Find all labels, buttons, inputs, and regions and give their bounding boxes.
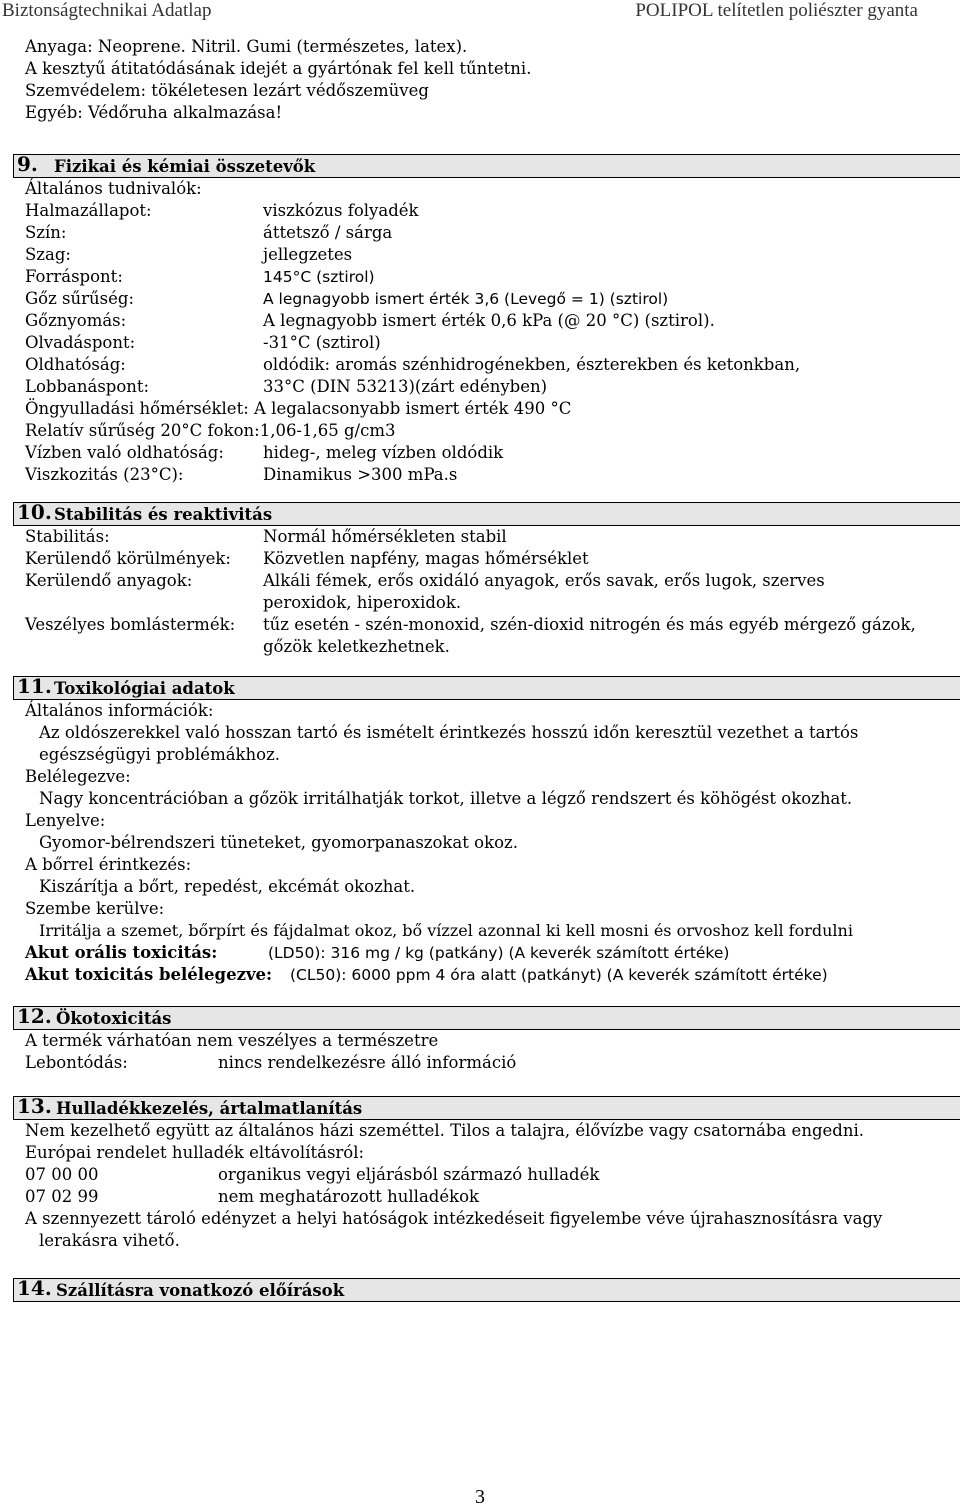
- stability-row: [25, 548, 950, 570]
- text-line: Szemvédelem: tökéletesen lezárt védőszemüveg: [25, 81, 429, 100]
- property-row: [25, 266, 950, 288]
- tox-heading: Belélegezve:: [25, 767, 131, 786]
- property-label: Gőznyomás:: [25, 311, 127, 330]
- property-label: Oldhatóság:: [25, 355, 126, 374]
- property-label: Forráspont:: [25, 267, 123, 286]
- page-header: [0, 0, 960, 24]
- protection-text: [25, 36, 950, 124]
- section-9-header: [13, 154, 960, 178]
- stability-label: Kerülendő körülmények:: [25, 549, 231, 568]
- property-value: -31°C (sztirol): [263, 333, 381, 352]
- section-12-header: [13, 1006, 960, 1030]
- property-row: [25, 376, 950, 398]
- tox-value: (LD50): 316 mg / kg (patkány) (A keverék számított értéke): [268, 944, 730, 962]
- property-label: Szín:: [25, 223, 67, 242]
- section-number: 14.: [17, 1276, 52, 1300]
- property-value: oldódik: aromás szénhidrogénekben, észterekben és ketonkban,: [263, 355, 801, 374]
- waste-text: Európai rendelet hulladék eltávolításról:: [25, 1143, 365, 1162]
- document-body: [17, 36, 950, 1302]
- subheading: Általános tudnivalók:: [25, 179, 202, 198]
- property-line: Relatív sűrűség 20°C fokon:1,06-1,65 g/cm3: [25, 421, 396, 440]
- section-title: Toxikológiai adatok: [54, 679, 235, 698]
- waste-text: Nem kezelhető együtt az általános házi szeméttel. Tilos a talajra, élővízbe vagy csatornába engedni.: [25, 1121, 864, 1140]
- property-value: hideg-, meleg vízben oldódik: [263, 443, 504, 462]
- stability-row: [25, 614, 950, 658]
- eco-row: [25, 1052, 950, 1074]
- page-number: 3: [475, 1486, 485, 1508]
- section-title: Hulladékkezelés, ártalmatlanítás: [56, 1099, 363, 1118]
- section-title: Stabilitás és reaktivitás: [54, 505, 273, 524]
- eco-text: A termék várhatóan nem veszélyes a természetre: [25, 1031, 439, 1050]
- waste-text: lerakásra vihető.: [39, 1231, 180, 1250]
- property-value: viszkózus folyadék: [263, 201, 419, 220]
- property-value: áttetsző / sárga: [263, 223, 393, 242]
- waste-description: nem meghatározott hulladékok: [218, 1187, 480, 1206]
- stability-value: Közvetlen napfény, magas hőmérséklet: [263, 549, 589, 568]
- property-value: 33°C (DIN 53213)(zárt edényben): [263, 377, 548, 396]
- property-row: [25, 464, 950, 486]
- section-number: 9.: [17, 152, 38, 176]
- header-right-title: POLIPOL telítetlen poliészter gyanta: [635, 0, 918, 21]
- waste-code: 07 02 99: [25, 1187, 99, 1206]
- tox-text: Nagy koncentrációban a gőzök irritálhatják torkot, illetve a légző rendszert és köhögést okozhat.: [39, 789, 853, 808]
- tox-text: Az oldószerekkel való hosszan tartó és ismételt érintkezés hosszú időn keresztül vezethet a tartós egészségügyi problémákhoz.: [39, 723, 859, 764]
- stability-label: Stabilitás:: [25, 527, 110, 546]
- property-label: Halmazállapot:: [25, 201, 152, 220]
- section-number: 10.: [17, 500, 52, 524]
- stability-row: [25, 526, 950, 548]
- stability-value: tűz esetén - szén-monoxid, szén-dioxid nitrogén és más egyéb mérgező gázok, gőzök keletkezhetnek.: [263, 615, 916, 656]
- property-value: A legnagyobb ismert érték 0,6 kPa (@ 20 °C) (sztirol).: [263, 311, 715, 330]
- property-label: Szag:: [25, 245, 71, 264]
- waste-description: organikus vegyi eljárásból származó hulladék: [218, 1165, 600, 1184]
- section-title: Szállításra vonatkozó előírások: [56, 1281, 345, 1300]
- eco-value: nincs rendelkezésre álló információ: [218, 1053, 517, 1072]
- property-row: [25, 442, 950, 464]
- stability-row: [25, 570, 950, 614]
- waste-code: 07 00 00: [25, 1165, 99, 1184]
- section-10-header: [13, 502, 960, 526]
- tox-text: Irritálja a szemet, bőrpírt és fájdalmat okoz, bő vízzel azonnal ki kell mosni és orvoshoz kell fordulni: [39, 921, 853, 940]
- tox-row: [25, 964, 950, 986]
- property-line: Öngyulladási hőmérséklet: A legalacsonyabb ismert érték 490 °C: [25, 399, 572, 418]
- stability-value: Normál hőmérsékleten stabil: [263, 527, 507, 546]
- toxicology-list: [25, 700, 950, 986]
- stability-value: Alkáli fémek, erős oxidáló anyagok, erős savak, erős lugok, szerves peroxidok, hiperoxidok.: [263, 571, 825, 612]
- tox-label: Akut orális toxicitás:: [25, 943, 218, 962]
- tox-label: Akut toxicitás belélegezve:: [25, 965, 273, 984]
- section-number: 11.: [17, 674, 52, 698]
- stability-table: [25, 526, 950, 658]
- tox-heading: Lenyelve:: [25, 811, 106, 830]
- section-14-header: [13, 1278, 960, 1302]
- stability-label: Kerülendő anyagok:: [25, 571, 193, 590]
- section-11-header: [13, 676, 960, 700]
- tox-heading: Általános információk:: [25, 701, 214, 720]
- section-13-header: [13, 1096, 960, 1120]
- section-title: Ökotoxicitás: [56, 1009, 172, 1028]
- property-label: Lobbanáspont:: [25, 377, 150, 396]
- text-line: Egyéb: Védőruha alkalmazása!: [25, 103, 283, 122]
- property-row: [25, 332, 950, 354]
- tox-text: Gyomor-bélrendszeri tüneteket, gyomorpanaszokat okoz.: [39, 833, 518, 852]
- waste-code-row: [25, 1186, 950, 1208]
- properties-table: [25, 200, 950, 486]
- tox-value: (CL50): 6000 ppm 4 óra alatt (patkányt) (A keverék számított értéke): [290, 966, 828, 984]
- property-value: Dinamikus >300 mPa.s: [263, 465, 458, 484]
- stability-label: Veszélyes bomlástermék:: [25, 615, 236, 634]
- tox-heading: Szembe kerülve:: [25, 899, 165, 918]
- waste-text: A szennyezett tároló edényzet a helyi hatóságok intézkedéseit figyelembe véve újrahasznosításra vagy: [25, 1209, 883, 1228]
- tox-heading: A bőrrel érintkezés:: [25, 855, 192, 874]
- section-number: 13.: [17, 1094, 52, 1118]
- property-value: jellegzetes: [263, 245, 353, 264]
- tox-row: [25, 942, 950, 964]
- tox-text: Kiszárítja a bőrt, repedést, ekcémát okozhat.: [39, 877, 416, 896]
- header-left-title: Biztonságtechnikai Adatlap: [2, 0, 212, 21]
- section-title: Fizikai és kémiai összetevők: [54, 157, 316, 176]
- property-label: Viszkozitás (23°C):: [25, 465, 184, 484]
- property-label: Olvadáspont:: [25, 333, 136, 352]
- property-value: A legnagyobb ismert érték 3,6 (Levegő = 1) (sztirol): [263, 290, 669, 308]
- text-line: Anyaga: Neoprene. Nitril. Gumi (természetes, latex).: [25, 37, 468, 56]
- section-number: 12.: [17, 1004, 52, 1028]
- eco-label: Lebontódás:: [25, 1053, 128, 1072]
- property-label: Gőz sűrűség:: [25, 289, 135, 308]
- text-line: A kesztyű átitatódásának idejét a gyártónak fel kell tűntetni.: [25, 59, 532, 78]
- property-row: [25, 244, 950, 266]
- property-value: 145°C (sztirol): [263, 268, 375, 286]
- property-row: [25, 200, 950, 222]
- property-row: [25, 222, 950, 244]
- property-row: [25, 310, 950, 332]
- property-row: [25, 288, 950, 310]
- waste-code-row: [25, 1164, 950, 1186]
- property-label: Vízben való oldhatóság:: [25, 443, 224, 462]
- property-row: [25, 354, 950, 376]
